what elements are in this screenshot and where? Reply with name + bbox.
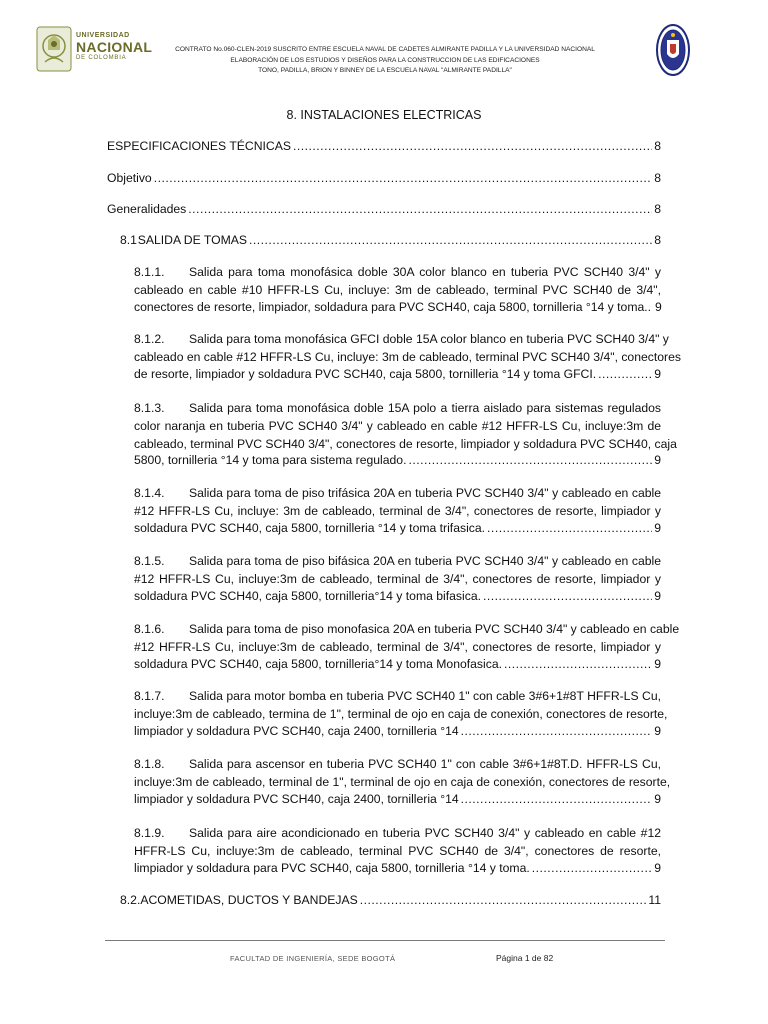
toc-entry-line: Salida para toma de piso trifásica 20A en tuberia PVC SCH40 3/4" y cableado en cable	[189, 486, 661, 500]
logo-line-2: NACIONAL	[76, 39, 153, 55]
toc-entry-line: soldadura PVC SCH40, caja 5800, tornilleria °14 y toma trifasica.	[134, 520, 486, 535]
footer-faculty: FACULTAD DE INGENIERÍA, SEDE BOGOTÁ	[230, 954, 396, 963]
toc-page-number: 9	[654, 588, 661, 603]
toc-entry-line: cableado en cable #10 HFFR-LS Cu, incluye: 3m de cableado, terminal PVC SCH40 de 3/4",	[134, 282, 661, 297]
toc-entry-line: Salida para toma de piso bifásica 20A en tuberia PVC SCH40 3/4" y cableado en cable	[189, 554, 661, 568]
toc-entry-line: limpiador y soldadura PVC SCH40, caja 2400, tornilleria °14	[134, 723, 459, 738]
toc-leader	[461, 792, 653, 806]
toc-entry-line: color naranja en tuberia PVC SCH40 3/4" y cableado en cable #12 HFFR-LS Cu, incluye:3m de	[134, 418, 661, 433]
toc-page-number: 8	[654, 233, 661, 247]
toc-section-number: 8.1.2.	[134, 332, 165, 346]
toc-entry-especificaciones[interactable]	[107, 139, 661, 157]
toc-entry-line: incluye:3m de cableado, terminal de 1", terminal de ojo en caja de conexión, conectores de resorte,	[134, 774, 671, 789]
contract-line-3: TONO, PADILLA, BRION Y BINNEY DE LA ESCUELA NAVAL "ALMIRANTE PADILLA"	[258, 67, 512, 74]
toc-section-number: 8.1	[120, 233, 137, 247]
toc-entry-8-2[interactable]	[120, 893, 661, 911]
toc-entry-line: incluye:3m de cableado, termina de 1", terminal de ojo en caja de conexión, conectores de resorte,	[134, 706, 668, 721]
toc-section-number: 8.1.6.	[134, 622, 165, 636]
toc-section-number: 8.1.1.	[134, 265, 165, 279]
toc-entry-generalidades[interactable]	[107, 202, 661, 220]
toc-entry-8-1-2[interactable]	[134, 331, 681, 384]
toc-entry-line: Salida para toma monofásica GFCI doble 15A color blanco en tuberia PVC SCH40 3/4" y	[189, 332, 669, 346]
logo-line-3: DE COLOMBIA	[76, 55, 127, 61]
toc-page-number: 8	[654, 171, 661, 185]
toc-section-number: 8.2.	[120, 893, 141, 907]
toc-entry-text: Generalidades	[107, 202, 187, 216]
toc-page-number: 8	[654, 202, 661, 216]
toc-entry-8-1-3[interactable]	[134, 400, 677, 471]
toc-page-number: 9	[654, 860, 661, 875]
toc-page-number: 11	[648, 893, 661, 907]
toc-entry-8-1-6[interactable]	[134, 621, 680, 674]
contract-heading	[146, 45, 624, 77]
footer-divider	[105, 940, 665, 941]
toc-leader	[504, 657, 652, 671]
toc-leader	[408, 453, 652, 467]
toc-leader	[154, 171, 653, 185]
toc-entry-8-1[interactable]	[120, 233, 661, 251]
toc-entry-line: #12 HFFR-LS Cu, incluye: 3m de cableado, terminal de 3/4", conectores de resorte, limpiador y	[134, 503, 661, 518]
toc-entry-8-1-8[interactable]	[134, 756, 671, 809]
toc-page-number: 9	[654, 366, 661, 381]
toc-section-number: 8.1.7.	[134, 689, 165, 703]
toc-entry-line: Salida para motor bomba en tuberia PVC SCH40 1" con cable 3#6+1#8T HFFR-LS Cu,	[189, 689, 661, 703]
toc-leader	[461, 724, 653, 738]
toc-entry-line: #12 HFFR-LS Cu, incluye:3m de cableado, terminal de 3/4", conectores de resorte, limpiador y	[134, 639, 661, 654]
toc-page-number: 9	[654, 723, 661, 738]
toc-entry-line: conectores de resorte, limpiador, soldadura para PVC SCH40, caja 5800, tornilleria °14 y toma..	[134, 299, 652, 314]
toc-leader	[360, 893, 647, 907]
toc-entry-8-1-9[interactable]	[134, 825, 661, 878]
toc-entry-8-1-7[interactable]	[134, 688, 668, 741]
toc-entry-8-1-4[interactable]	[134, 485, 661, 538]
toc-page-number: 9	[654, 453, 661, 468]
toc-entry-text: ACOMETIDAS, DUCTOS Y BANDEJAS	[140, 893, 358, 907]
toc-page-number: 9	[655, 299, 662, 314]
toc-page-number: 8	[654, 139, 661, 153]
toc-entry-line: limpiador y soldadura PVC SCH40, caja 2400, tornilleria °14	[134, 791, 459, 806]
toc-entry-line: Salida para toma de piso monofasica 20A en tuberia PVC SCH40 3/4" y cableado en cable	[189, 622, 680, 636]
toc-leader	[532, 861, 652, 875]
logo-line-1: UNIVERSIDAD	[76, 32, 130, 39]
toc-entry-line: Salida para ascensor en tuberia PVC SCH40 1" con cable 3#6+1#8T.D. HFFR-LS Cu,	[189, 757, 661, 771]
toc-leader	[293, 139, 652, 153]
toc-entry-text: ESPECIFICACIONES TÉCNICAS	[107, 139, 291, 153]
toc-leader	[487, 521, 652, 535]
unal-emblem-icon	[36, 26, 72, 72]
toc-section-number: 8.1.9.	[134, 826, 165, 840]
toc-leader	[188, 202, 652, 216]
toc-section-number: 8.1.8.	[134, 757, 165, 771]
toc-page-number: 9	[654, 791, 661, 806]
toc-entry-line: de resorte, limpiador y soldadura PVC SCH40, caja 5800, tornilleria °14 y toma GFCI.	[134, 366, 597, 381]
footer-page-number: Página 1 de 82	[496, 953, 554, 963]
toc-entry-text: Objetivo	[107, 171, 152, 185]
toc-entry-8-1-1[interactable]	[134, 264, 661, 317]
page-header	[0, 0, 768, 100]
contract-line-1: CONTRATO No.060-CLEN-2019 SUSCRITO ENTRE ESCUELA NAVAL DE CADETES ALMIRANTE PADILLA Y LA UNIVERSIDAD NACIONAL	[175, 46, 595, 53]
unal-wordmark	[76, 32, 152, 61]
toc-entry-line: 5800, tornilleria °14 y toma para sistema regulado.	[134, 453, 407, 468]
toc-entry-line: Salida para toma monofásica doble 15A polo a tierra aislado para sistemas regulados	[189, 401, 661, 415]
toc-entry-line: cableado, terminal PVC SCH40 3/4", conectores de resorte, limpiador y soldadura PVC SCH40, caja	[134, 436, 677, 451]
toc-leader	[598, 367, 652, 381]
toc-entry-line: limpiador y soldadura para PVC SCH40, caja 5800, tornilleria °14 y toma.	[134, 860, 530, 875]
toc-entry-objetivo[interactable]	[107, 171, 661, 189]
toc-leader	[483, 589, 652, 603]
toc-entry-line: soldadura PVC SCH40, caja 5800, tornilleria°14 y toma Monofasica.	[134, 656, 502, 671]
escuela-naval-crest-icon	[656, 24, 690, 76]
toc-page-number: 9	[654, 656, 661, 671]
toc-entry-line: cableado en cable #12 HFFR-LS Cu, incluye: 3m de cableado, terminal PVC SCH40 3/4", conectores	[134, 349, 681, 364]
toc-entry-line: Salida para toma monofásica doble 30A color blanco en tuberia PVC SCH40 3/4" y	[189, 265, 661, 279]
toc-entry-8-1-5[interactable]	[134, 553, 661, 606]
toc-entry-line: #12 HFFR-LS Cu, incluye:3m de cableado, terminal de 3/4", conectores de resorte, limpiador y	[134, 571, 661, 586]
toc-entry-text: SALIDA DE TOMAS	[137, 233, 247, 247]
toc-entry-line: HFFR-LS Cu, incluye:3m de cableado, terminal PVC SCH40 de 3/4", conectores de resorte,	[134, 843, 661, 858]
toc-page-number: 9	[654, 520, 661, 535]
toc-section-number: 8.1.4.	[134, 486, 165, 500]
toc-entry-line: Salida para aire acondicionado en tuberia PVC SCH40 3/4" y cableado en cable #12	[189, 826, 661, 840]
toc-leader	[249, 233, 652, 247]
universidad-nacional-logo	[36, 26, 153, 74]
document-title: 8. INSTALACIONES ELECTRICAS	[286, 108, 482, 122]
toc-section-number: 8.1.5.	[134, 554, 165, 568]
toc-entry-line: soldadura PVC SCH40, caja 5800, tornilleria°14 y toma bifasica.	[134, 588, 481, 603]
toc-section-number: 8.1.3.	[134, 401, 165, 415]
contract-line-2: ELABORACIÓN DE LOS ESTUDIOS Y DISEÑOS PARA LA CONSTRUCCION DE LAS EDIFICACIONES	[230, 56, 540, 64]
